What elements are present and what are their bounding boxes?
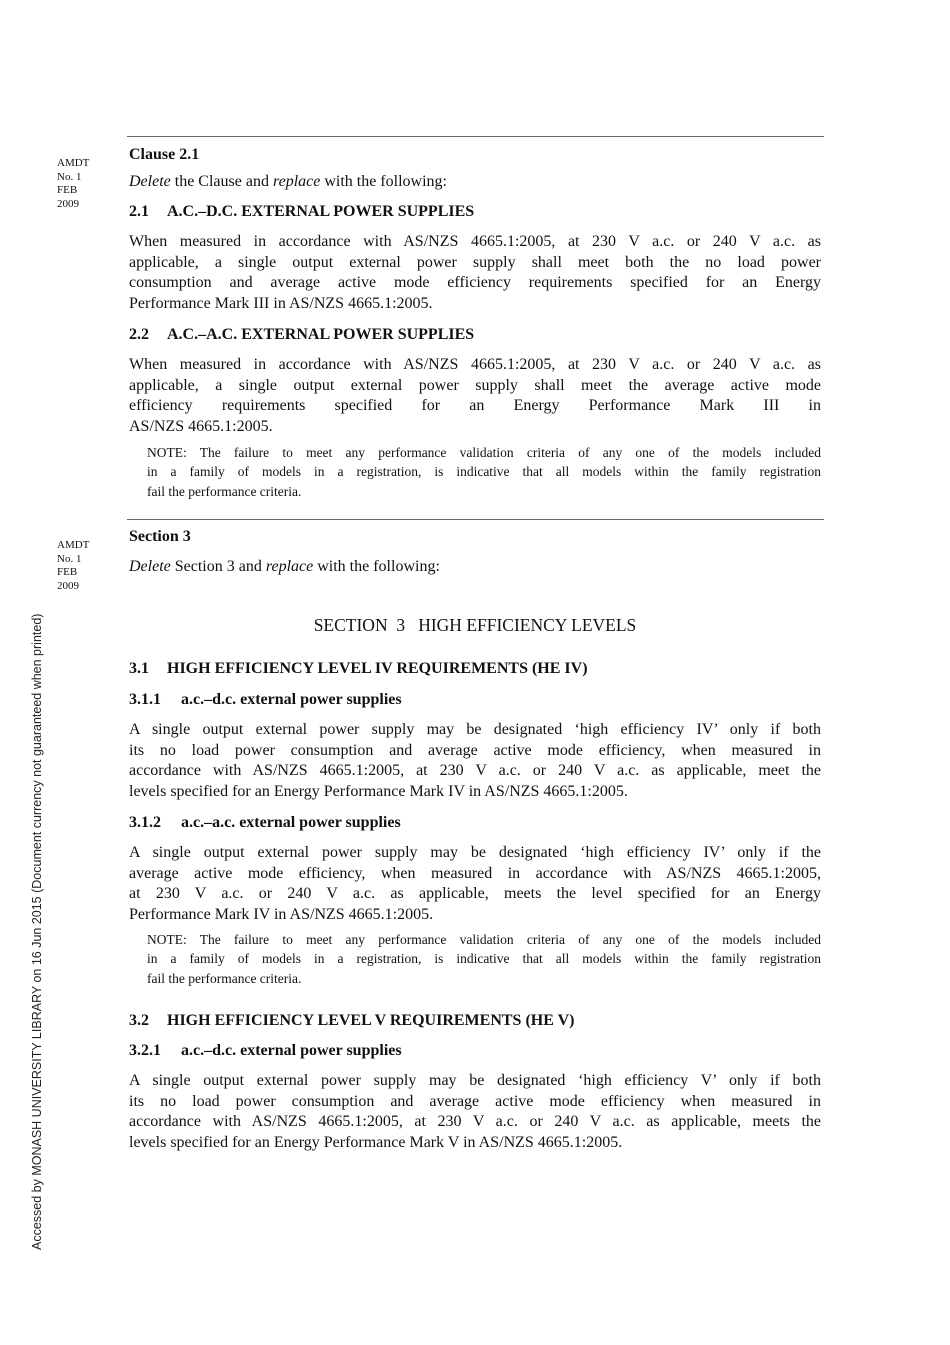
- section-instruction: Delete Section 3 and replace with the following:: [129, 558, 440, 575]
- section-title: SECTION 3 HIGH EFFICIENCY LEVELS: [313, 615, 637, 635]
- paragraph-2-2: When measured in accordance with AS/NZS 4665.1:2005, at 230 V a.c. or 240 V a.c. as applicable, a single output external power supply shall meet the average active mode efficiency requirements specified for an Energy Performance Mark III in AS/NZS 4665.1:2005.: [129, 356, 821, 436]
- divider-top: [127, 136, 824, 137]
- clause-heading: Clause 2.1: [129, 146, 200, 163]
- heading-3-1: 3.1 HIGH EFFICIENCY LEVEL IV REQUIREMENTS (HE IV): [129, 660, 588, 677]
- section-heading: Section 3: [129, 528, 191, 545]
- heading-3-2: 3.2 HIGH EFFICIENCY LEVEL V REQUIREMENTS (HE V): [129, 1012, 575, 1029]
- amendment-marker-2: AMDT No. 1 FEB 2009: [57, 539, 90, 592]
- heading-3-1-1: 3.1.1 a.c.–d.c. external power supplies: [129, 691, 402, 708]
- paragraph-3-2-1: A single output external power supply may be designated ‘high efficiency V’ only if both its no load power consumption and average active mode efficiency when measured in accordance with AS/NZS 4665.1:2005, at 230 V a.c. or 240 V a.c. as applicable, meets the levels specified for an Energy Performance Mark V in AS/NZS 4665.1:2005.: [129, 1072, 821, 1152]
- paragraph-3-1-2: A single output external power supply may be designated ‘high efficiency IV’ only if the average active mode efficiency, when measured in accordance with AS/NZS 4665.1:2005, at 230 V a.c. or 240 V a.c. as applicable, meets the level specified for an Energy Performance Mark IV in AS/NZS 4665.1:2005.: [129, 844, 821, 924]
- note-3-1-2: NOTE: The failure to meet any performance validation criteria of any one of the models included in a family of models in a registration, is indicative that all models within the family registration fail the performance criteria.: [147, 932, 821, 986]
- divider-middle: [127, 519, 824, 520]
- amendment-marker-1: AMDT No. 1 FEB 2009: [57, 157, 90, 210]
- note-2-2: NOTE: The failure to meet any performance validation criteria of any one of the models included in a family of models in a registration, is indicative that all models within the family registration fail the performance criteria.: [147, 445, 821, 499]
- clause-instruction: Delete the Clause and replace with the following:: [129, 173, 447, 190]
- paragraph-3-1-1: A single output external power supply may be designated ‘high efficiency IV’ only if both its no load power consumption and average active mode efficiency, when measured in accordance with AS/NZS 4665.1:2005, at 230 V a.c. or 240 V a.c. as applicable, meet the levels specified for an Energy Performance Mark IV in AS/NZS 4665.1:2005.: [129, 721, 821, 801]
- heading-2-2: 2.2 A.C.–A.C. EXTERNAL POWER SUPPLIES: [129, 326, 475, 343]
- paragraph-2-1: When measured in accordance with AS/NZS 4665.1:2005, at 230 V a.c. or 240 V a.c. as applicable, a single output external power supply shall meet both the no load power consumption and average active mode efficiency requirements specified for an Energy Performance Mark III in AS/NZS 4665.1:2005.: [129, 233, 821, 313]
- access-watermark: Accessed by MONASH UNIVERSITY LIBRARY on 16 Jun 2015 (Document currency not guaranteed when printed): [30, 613, 44, 1250]
- heading-3-2-1: 3.2.1 a.c.–d.c. external power supplies: [129, 1042, 402, 1059]
- heading-2-1: 2.1 A.C.–D.C. EXTERNAL POWER SUPPLIES: [129, 203, 475, 220]
- heading-3-1-2: 3.1.2 a.c.–a.c. external power supplies: [129, 814, 401, 831]
